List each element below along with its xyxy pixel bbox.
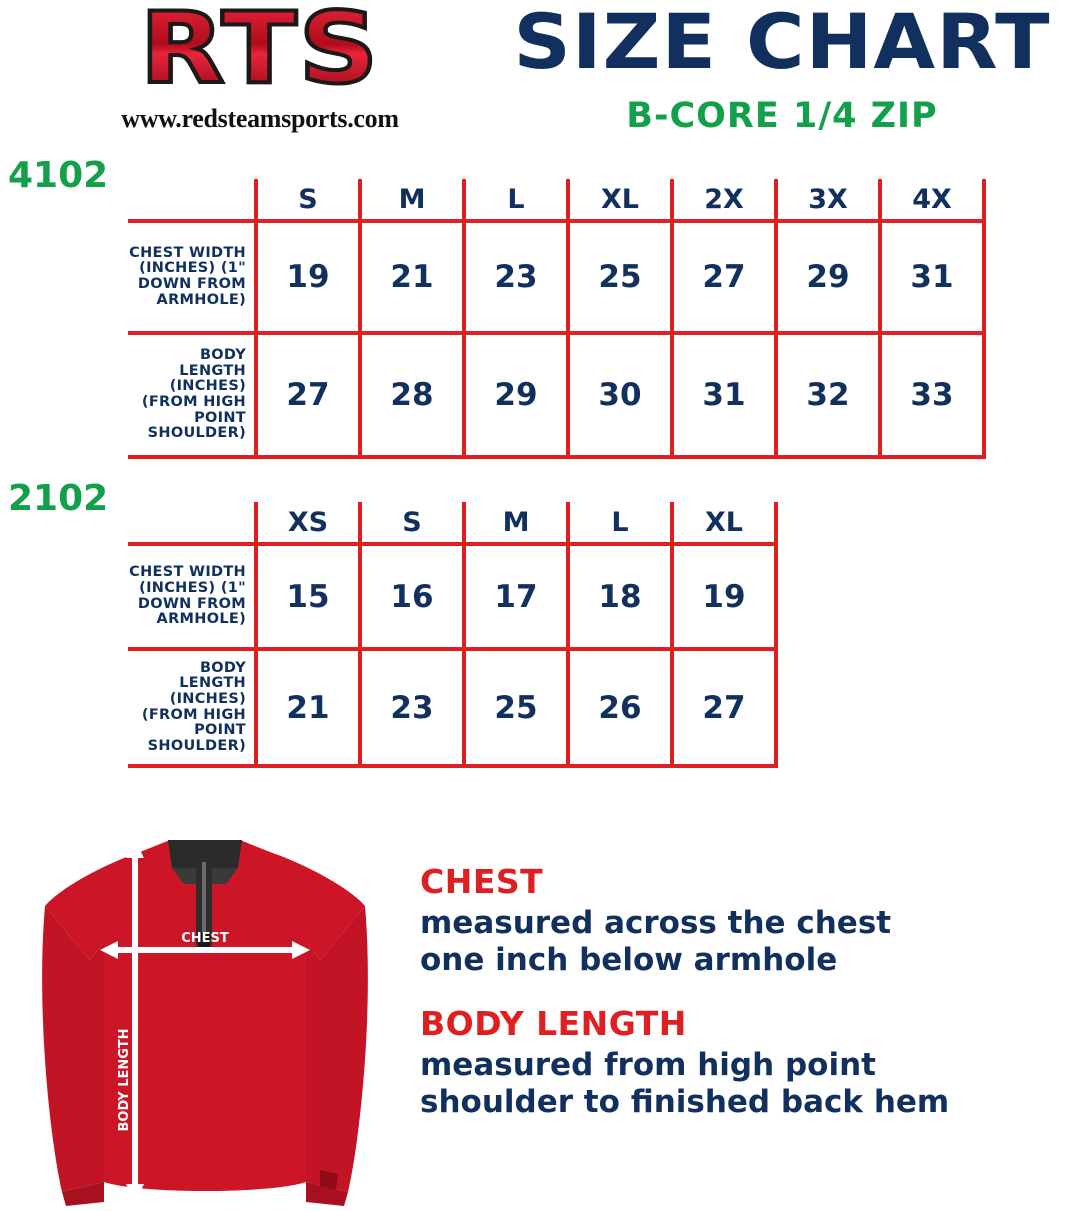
cell-value: 17 — [464, 544, 568, 649]
cell-value: 26 — [568, 649, 672, 766]
cell-value: 15 — [256, 544, 360, 649]
table-row — [128, 221, 984, 333]
legend-body-heading: BODY LENGTH — [420, 1004, 687, 1044]
legend-body-text — [420, 1047, 1060, 1120]
table-header-row — [128, 179, 984, 221]
column-header: 2X — [672, 179, 776, 221]
body-length-arrow-label: BODY LENGTH — [117, 1028, 132, 1132]
garment-illustration — [20, 810, 390, 1210]
size-chart-4102 — [0, 155, 1080, 455]
cell-value: 23 — [360, 649, 464, 766]
table-corner — [128, 179, 256, 221]
cell-value: 29 — [776, 221, 880, 333]
column-header: XS — [256, 502, 360, 544]
chest-arrow-label: CHEST — [181, 931, 229, 946]
cell-value: 19 — [672, 544, 776, 649]
cell-value: 25 — [464, 649, 568, 766]
page-header — [0, 0, 1080, 150]
cell-value: 25 — [568, 221, 672, 333]
cell-value: 31 — [880, 221, 984, 333]
cell-value: 27 — [672, 221, 776, 333]
cell-value: 30 — [568, 333, 672, 457]
page-title: SIZE CHART — [513, 0, 1051, 86]
legend-chest-line1: measured across the chest — [420, 905, 892, 941]
legend-chest-line2: one inch below armhole — [420, 941, 838, 978]
style-code-4102: 4102 — [8, 155, 109, 196]
legend-chest-text — [420, 905, 1060, 978]
cell-value: 33 — [880, 333, 984, 457]
cell-value: 27 — [672, 649, 776, 766]
size-table-2102 — [128, 502, 778, 768]
column-header: L — [464, 179, 568, 221]
column-header: S — [360, 502, 464, 544]
title-block — [502, 0, 1062, 136]
cell-value: 28 — [360, 333, 464, 457]
page-subtitle: B-CORE 1/4 ZIP — [626, 96, 938, 136]
cell-value: 21 — [256, 649, 360, 766]
size-chart-2102 — [0, 478, 1080, 778]
cell-value: 27 — [256, 333, 360, 457]
legend-body-line1: measured from high point — [420, 1047, 876, 1084]
website-url: www.redsteamsports.com — [121, 104, 399, 133]
legend-chest-heading: CHEST — [420, 862, 544, 901]
cell-value: 18 — [568, 544, 672, 649]
style-code-2102: 2102 — [8, 478, 109, 519]
legend-body-line2: shoulder to finished back hem — [420, 1083, 950, 1120]
column-header: M — [360, 179, 464, 221]
row-label-body-length: BODY LENGTH (INCHES) (FROM HIGH POINT SHOULDER) — [128, 649, 256, 766]
row-label-chest-width: CHEST WIDTH (INCHES) (1" DOWN FROM ARMHOLE) — [128, 544, 256, 649]
size-table-4102 — [128, 179, 986, 459]
column-header: S — [256, 179, 360, 221]
brand-logo — [40, 0, 480, 134]
row-label-chest-width: CHEST WIDTH (INCHES) (1" DOWN FROM ARMHOLE) — [128, 221, 256, 333]
column-header: 4X — [880, 179, 984, 221]
cell-value: 31 — [672, 333, 776, 457]
column-header: XL — [568, 179, 672, 221]
cell-value: 16 — [360, 544, 464, 649]
logo-text: RTS — [14, 0, 507, 98]
measurement-legend — [420, 862, 1060, 1120]
quarter-zip-graphic — [20, 810, 390, 1210]
table-corner — [128, 502, 256, 544]
column-header: XL — [672, 502, 776, 544]
column-header: 3X — [776, 179, 880, 221]
measurement-guide — [0, 800, 1080, 1211]
row-label-body-length: BODY LENGTH (INCHES) (FROM HIGH POINT SHOULDER) — [128, 333, 256, 457]
cell-value: 29 — [464, 333, 568, 457]
cell-value: 21 — [360, 221, 464, 333]
cell-value: 32 — [776, 333, 880, 457]
column-header: L — [568, 502, 672, 544]
cell-value: 19 — [256, 221, 360, 333]
cell-value: 23 — [464, 221, 568, 333]
table-row — [128, 649, 776, 766]
table-row — [128, 333, 984, 457]
table-header-row — [128, 502, 776, 544]
column-header: M — [464, 502, 568, 544]
table-row — [128, 544, 776, 649]
